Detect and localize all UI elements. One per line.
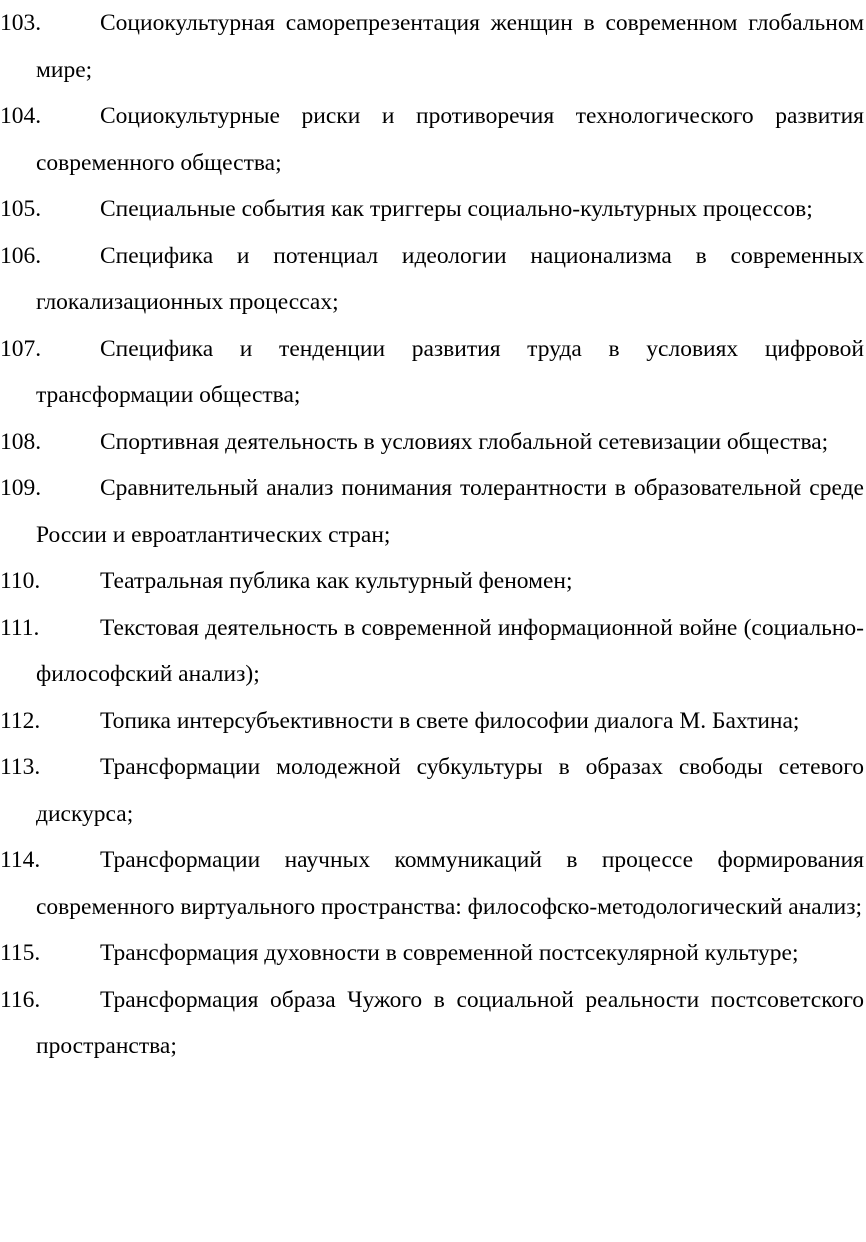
list-item-107 xyxy=(0,326,864,419)
item-number: 115. xyxy=(0,940,41,966)
item-number: 116. xyxy=(0,986,41,1013)
item-number: 106. xyxy=(0,242,42,269)
item-text: Текстовая деятельность в современной информационной войне (социально-философский анализ); xyxy=(36,614,864,687)
list-item-103 xyxy=(0,0,864,93)
item-text: Спортивная деятельность в условиях глобальной сетевизации общества; xyxy=(100,428,829,455)
item-text: Трансформация образа Чужого в социальной реальности постсоветского пространства; xyxy=(36,986,864,1059)
list-item-116 xyxy=(0,977,864,1070)
item-number: 104. xyxy=(0,103,42,129)
item-number: 113. xyxy=(0,754,41,780)
item-text: Специфика и тенденции развития труда в условиях цифровой трансформации общества; xyxy=(36,335,864,408)
list-item-110 xyxy=(0,558,864,605)
item-text: Театральная публика как культурный феномен; xyxy=(100,568,573,594)
item-text: Трансформации научных коммуникаций в процессе формирования современного виртуального пространства: философско-методологический анализ; xyxy=(36,847,864,920)
item-text: Социокультурные риски и противоречия технологического развития современного общества; xyxy=(36,103,864,176)
list-item-113 xyxy=(0,744,864,837)
list-item-108 xyxy=(0,419,864,466)
item-number: 105. xyxy=(0,196,42,222)
item-number: 112. xyxy=(0,707,41,734)
list-item-111 xyxy=(0,605,864,698)
list-item-105 xyxy=(0,186,864,233)
item-number: 109. xyxy=(0,475,42,501)
item-text: Специфика и потенциал идеологии национализма в современных глокализационных процессах; xyxy=(36,242,864,315)
item-number: 108. xyxy=(0,428,42,455)
item-text: Топика интерсубъективности в свете философии диалога М. Бахтина; xyxy=(100,707,800,734)
item-number: 103. xyxy=(0,10,42,36)
list-item-106 xyxy=(0,233,864,326)
list-item-109 xyxy=(0,465,864,558)
item-number: 110. xyxy=(0,568,41,594)
list-item-112 xyxy=(0,698,864,745)
item-number: 107. xyxy=(0,335,42,362)
list-item-104 xyxy=(0,93,864,186)
item-number: 111. xyxy=(0,614,40,641)
list-item-114 xyxy=(0,837,864,930)
item-text: Трансформации молодежной субкультуры в образах свободы сетевого дискурса; xyxy=(36,754,864,827)
list-item-115 xyxy=(0,930,864,977)
item-number: 114. xyxy=(0,847,41,873)
item-text: Социокультурная саморепрезентация женщин в современном глобальном мире; xyxy=(36,10,864,83)
item-text: Трансформация духовности в современной постсекулярной культуре; xyxy=(100,940,799,966)
item-text: Сравнительный анализ понимания толерантности в образовательной среде России и евроатлантических стран; xyxy=(36,475,864,548)
item-text: Специальные события как триггеры социально-культурных процессов; xyxy=(100,196,813,222)
